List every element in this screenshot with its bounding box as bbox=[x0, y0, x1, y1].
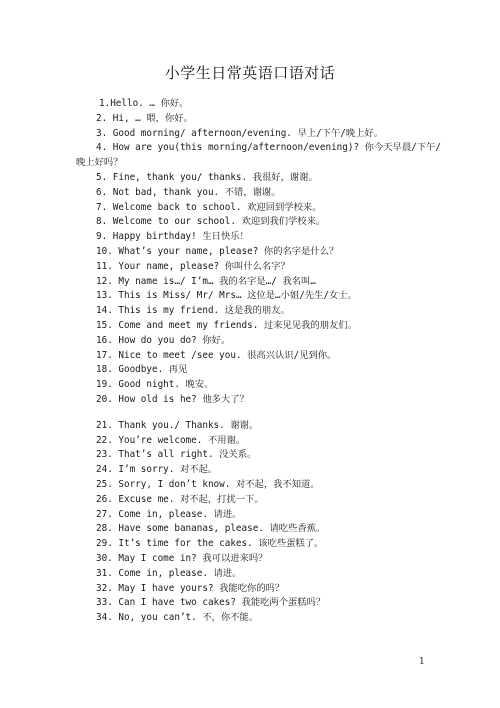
list-item: 4. How are you(this morning/afternoon/evening)? 你今天早晨/下午/ bbox=[96, 142, 441, 154]
dialogue-list bbox=[0, 97, 500, 626]
list-item: 24. I’m sorry. 对不起。 bbox=[96, 464, 218, 476]
page-number: 1 bbox=[419, 657, 425, 667]
list-item: 23. That’s all right. 没关系。 bbox=[96, 449, 257, 461]
page-title: 小学生日常英语口语对话 bbox=[164, 64, 336, 82]
list-item: 16. How do you do? 你好。 bbox=[96, 334, 231, 346]
list-item: 6. Not bad, thank you. 不错，谢谢。 bbox=[96, 186, 281, 198]
list-item: 21. Thank you./ Thanks. 谢谢。 bbox=[96, 419, 259, 431]
list-item-continuation: 晚上好吗？ bbox=[76, 157, 123, 169]
list-item: 30. May I come in? 我可以进来吗？ bbox=[96, 552, 268, 564]
list-item: 10. What’s your name, please? 你的名字是什么？ bbox=[96, 245, 339, 257]
list-item: 28. Have some bananas, please. 请吃些香蕉。 bbox=[96, 523, 326, 535]
list-item: 1.Hello. … 你好。 bbox=[99, 98, 189, 109]
list-item: 15. Come and meet my friends. 过来见见我的朋友们。 bbox=[96, 319, 357, 331]
list-item: 18. Goodbye. 再见 bbox=[96, 364, 188, 376]
list-item: 22. You’re welcome. 不用谢。 bbox=[96, 434, 246, 446]
list-item: 9. Happy birthday! 生日快乐！ bbox=[96, 231, 249, 243]
list-item: 8. Welcome to our school. 欢迎到我们学校来。 bbox=[96, 216, 326, 228]
list-item: 13. This is Miss/ Mr/ Mrs… 这位是…小姐/先生/女士。 bbox=[96, 290, 357, 302]
list-item: 14. This is my friend. 这是我的朋友。 bbox=[96, 305, 290, 317]
list-item: 19. Good night. 晚安。 bbox=[96, 379, 214, 391]
list-item: 12. My name is…/ I’m… 我的名字是…/ 我名叫… bbox=[96, 275, 316, 287]
list-item: 3. Good morning/ afternoon/evening. 早上/下午/晚上好。 bbox=[96, 127, 384, 139]
list-item: 31. Come in, please. 请进。 bbox=[96, 567, 242, 579]
list-item: 29. It’s time for the cakes. 该吃些蛋糕了。 bbox=[96, 538, 324, 550]
list-item: 27. Come in, please. 请进。 bbox=[96, 508, 242, 520]
list-item: 33. Can I have two cakes? 我能吃两个蛋糕吗？ bbox=[96, 597, 326, 609]
list-item: 5. Fine, thank you/ thanks. 我很好，谢谢。 bbox=[96, 171, 318, 183]
list-item: 26. Excuse me. 对不起，打扰一下。 bbox=[96, 493, 264, 505]
list-item: 2. Hi, … 喂，你好。 bbox=[96, 112, 193, 124]
list-item: 20. How old is he? 他多大了？ bbox=[96, 393, 249, 405]
list-item: 17. Nice to meet /see you. 很高兴认识/见到你。 bbox=[96, 349, 337, 361]
list-item: 25. Sorry, I don’t know. 对不起，我不知道。 bbox=[96, 478, 320, 490]
list-item: 7. Welcome back to school. 欢迎回到学校来。 bbox=[96, 201, 322, 213]
list-item: 32. May I have yours? 我能吃你的吗？ bbox=[96, 582, 285, 594]
list-item: 34. No, you can’t. 不，你不能。 bbox=[96, 612, 259, 624]
list-item: 11. Your name, please? 你叫什么名字？ bbox=[96, 260, 290, 272]
section-gap bbox=[0, 408, 500, 419]
